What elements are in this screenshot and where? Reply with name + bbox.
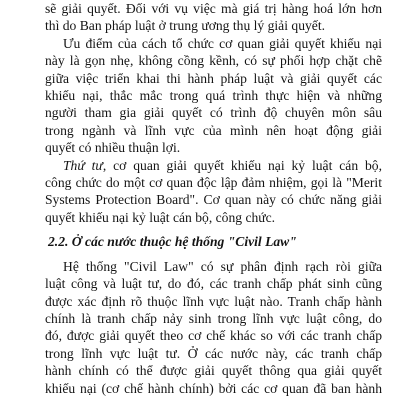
italic-lead: Thứ tư (63, 157, 103, 173)
text-line: sẽ giải quyết. Đối với vụ việc mà giá trị hàng hoá lớn hơn (45, 1, 382, 16)
section-heading: 2.2. Ở các nước thuộc hệ thống "Civil Law" (48, 234, 297, 250)
text-line: khiếu nại, thắc mắc trong quá trình thực hiện và những (45, 88, 382, 104)
text-line: được xác định rõ thuộc lĩnh vực luật nào. Tranh chấp hành (45, 293, 382, 309)
text-line: này là gọn nhẹ, không cồng kềnh, có sự phối hợp chặt chẽ (45, 53, 382, 69)
text-line: Hệ thống "Civil Law" có sự phân định rạch ròi giữa (63, 258, 382, 274)
text-column (45, 0, 382, 397)
text-run: , cơ quan giải quyết khiếu nại kỷ luật cán bộ, (102, 157, 382, 173)
text-line: giữa việc triển khai thi hành pháp luật và giải quyết các (45, 70, 382, 86)
text-line: Systems Protection Board". Cơ quan này có chức năng giải (45, 192, 382, 208)
text-line: hành chính có thể được giải quyết thông qua giải quyết (45, 363, 382, 379)
text-line: quyết có nhiều thuận lợi. (45, 140, 181, 156)
text-line (45, 157, 382, 174)
text-line: đó, được giải quyết theo cơ chế khác so với các tranh chấp (45, 328, 382, 344)
text-line: quyết khiếu nại kỷ luật cán bộ, công chức. (45, 209, 276, 225)
text-line: Ưu điểm của cách tổ chức cơ quan giải quyết khiếu nại (63, 35, 382, 51)
paragraph (45, 258, 382, 397)
text-line: thì do Ban pháp luật ở trung ương thụ lý giải quyết. (45, 18, 325, 34)
paragraph (45, 157, 382, 227)
text-line: chính là tranh chấp nảy sinh trong lĩnh vực luật công, do (45, 310, 382, 326)
text-line: công chức do một cơ quan độc lập đảm nhiệm, gọi là "Merit (45, 175, 382, 191)
text-line: luật công và luật tư, do đó, các tranh chấp phát sinh cũng (45, 276, 382, 292)
text-line: trong lĩnh vực luật tư. Ở các nước này, các tranh chấp (45, 345, 382, 361)
paragraph (45, 0, 382, 35)
text-line: trong ngành và lĩnh vực của mình nên hoạt động giải (45, 122, 382, 138)
text-line: người tham gia giải quyết có trình độ chuyên môn sâu (45, 105, 382, 121)
text-line: khiếu nại (cơ chế hành chính) bởi các cơ quan đã ban hành (45, 380, 382, 396)
paragraph (45, 35, 382, 157)
